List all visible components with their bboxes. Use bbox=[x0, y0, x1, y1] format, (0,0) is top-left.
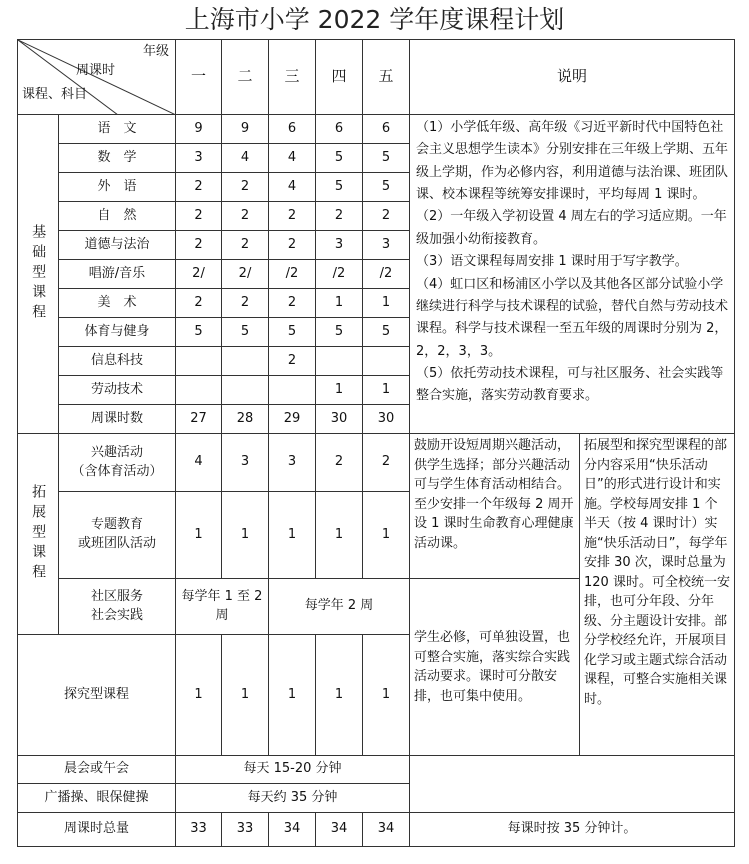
curriculum-table bbox=[17, 39, 735, 847]
value-cell: 2 bbox=[363, 202, 410, 231]
value-cell: 1 bbox=[269, 635, 316, 756]
value-cell: 1 bbox=[269, 492, 316, 579]
value-cell: /2 bbox=[269, 260, 316, 289]
value-cell bbox=[269, 376, 316, 405]
subject-name: 道德与法治 bbox=[59, 231, 176, 260]
value-cell: 2 bbox=[316, 434, 363, 492]
diagonal-header-cell bbox=[18, 40, 176, 115]
value-cell: 2 bbox=[222, 231, 269, 260]
value-cell: 4 bbox=[176, 434, 222, 492]
community-name-line1: 社区服务 bbox=[90, 588, 143, 604]
subject-name: 美 术 bbox=[59, 289, 176, 318]
value-cell: 1 bbox=[176, 635, 222, 756]
value-cell: 34 bbox=[363, 813, 410, 847]
basic-note-3: （3）语文课程每周安排 1 课时用于写字教学。 bbox=[416, 254, 688, 270]
value-cell: 34 bbox=[269, 813, 316, 847]
happy-day-note: 拓展型和探究型课程的部分内容采用“快乐活动日”的形式进行设计和实施。学校每周安排 1 个半天（按 4 课时计）实施“快乐活动日”，每学年安排 30 次，课时总量为 120 课时。可全校统一安排，也可分年段、分年级、分主题设计安排。部分学校经允许，开展项目化学习或主题式综合活动课程，可整合实施相关课时。 bbox=[580, 434, 735, 756]
subject-name: 劳动技术 bbox=[59, 376, 176, 405]
value-cell: 5 bbox=[316, 173, 363, 202]
value-cell: 9 bbox=[176, 115, 222, 144]
interest-name-line2: （含体育活动） bbox=[71, 463, 163, 479]
value-cell bbox=[176, 376, 222, 405]
grade-4-header: 四 bbox=[316, 40, 363, 115]
value-cell: 30 bbox=[316, 405, 363, 434]
value-cell: 2 bbox=[176, 289, 222, 318]
total-note: 每课时按 35 分钟计。 bbox=[410, 813, 735, 847]
extended-category-cell bbox=[18, 434, 59, 635]
exercise-name: 广播操、眼保健操 bbox=[18, 784, 176, 813]
value-cell: 3 bbox=[316, 231, 363, 260]
grade-2-header: 二 bbox=[222, 40, 269, 115]
value-cell bbox=[316, 347, 363, 376]
value-cell: 2 bbox=[222, 173, 269, 202]
morning-name: 晨会或午会 bbox=[18, 756, 176, 784]
value-cell: 1 bbox=[316, 376, 363, 405]
value-cell bbox=[222, 376, 269, 405]
community-grade12-cell: 每学年 1 至 2 周 bbox=[176, 579, 269, 635]
value-cell: 5 bbox=[363, 173, 410, 202]
value-cell: 1 bbox=[316, 492, 363, 579]
value-cell: 1 bbox=[363, 492, 410, 579]
subject-name bbox=[59, 434, 176, 492]
hours-label: 周课时 bbox=[76, 63, 116, 78]
value-cell: 5 bbox=[316, 144, 363, 173]
interest-note: 鼓励开设短周期兴趣活动，供学生选择；部分兴趣活动可与学生体育活动相结合。至少安排一个年级每 2 周开设 1 课时生命教育心理健康活动课。 bbox=[410, 434, 580, 579]
page-title: 上海市小学 2022 学年度课程计划 bbox=[184, 5, 565, 34]
value-cell: 1 bbox=[316, 635, 363, 756]
value-cell: 5 bbox=[363, 318, 410, 347]
exercise-value: 每天约 35 分钟 bbox=[176, 784, 410, 813]
subject-name: 自 然 bbox=[59, 202, 176, 231]
grade-label: 年级 bbox=[142, 44, 169, 59]
basic-category-label: 基础型课程 bbox=[30, 224, 47, 324]
subject-name: 唱游/音乐 bbox=[59, 260, 176, 289]
subject-label: 课程、科目 bbox=[22, 87, 88, 102]
subject-name: 外 语 bbox=[59, 173, 176, 202]
value-cell: 5 bbox=[363, 144, 410, 173]
value-cell: 3 bbox=[222, 434, 269, 492]
value-cell: 2 bbox=[222, 289, 269, 318]
basic-note-4: （4）虹口区和杨浦区小学以及其他各区部分试验小学继续进行科学与技术课程的试验，替代自然与劳动技术课程。科学与技术课程一至五年级的周课时分别为 2，2，2，3，3。 bbox=[416, 276, 729, 359]
value-cell: 2 bbox=[316, 202, 363, 231]
basic-note-1: （1）小学低年级、高年级《习近平新时代中国特色社会主义思想学生读本》分别安排在三年级上学期、五年级上学期，作为必修内容，利用道德与法治课、班团队课、校本课程等统筹安排课时，平均每周 1 课时。 bbox=[416, 120, 729, 203]
subject-name bbox=[59, 579, 176, 635]
value-cell: /2 bbox=[316, 260, 363, 289]
value-cell: 1 bbox=[222, 492, 269, 579]
table-row bbox=[18, 115, 735, 144]
basic-category-cell bbox=[18, 115, 59, 434]
subject-name: 体育与健身 bbox=[59, 318, 176, 347]
value-cell: 5 bbox=[269, 318, 316, 347]
value-cell: 4 bbox=[222, 144, 269, 173]
value-cell: 2 bbox=[176, 231, 222, 260]
value-cell: 6 bbox=[269, 115, 316, 144]
extended-category-label: 拓展型课程 bbox=[30, 484, 47, 584]
basic-note-2: （2）一年级入学初设置 4 周左右的学习适应期。一年级加强小幼衔接教育。 bbox=[416, 209, 727, 247]
value-cell: 2 bbox=[269, 231, 316, 260]
special-name-line1: 专题教育 bbox=[90, 517, 143, 533]
value-cell: /2 bbox=[363, 260, 410, 289]
grade-1-header: 一 bbox=[176, 40, 222, 115]
value-cell: 5 bbox=[222, 318, 269, 347]
total-name: 周课时总量 bbox=[18, 813, 176, 847]
inquiry-name: 探究型课程 bbox=[18, 635, 176, 756]
morning-exercise-blank bbox=[410, 756, 735, 813]
value-cell: 9 bbox=[222, 115, 269, 144]
grade-5-header: 五 bbox=[363, 40, 410, 115]
table-row bbox=[18, 434, 735, 492]
subject-name bbox=[59, 492, 176, 579]
value-cell bbox=[363, 347, 410, 376]
value-cell: 27 bbox=[176, 405, 222, 434]
special-name-line2: 或班团队活动 bbox=[77, 536, 156, 551]
subject-name: 语 文 bbox=[59, 115, 176, 144]
value-cell: 3 bbox=[363, 231, 410, 260]
value-cell: 6 bbox=[363, 115, 410, 144]
value-cell: 1 bbox=[176, 492, 222, 579]
basic-notes bbox=[410, 115, 735, 434]
value-cell: 1 bbox=[222, 635, 269, 756]
value-cell: 4 bbox=[269, 173, 316, 202]
value-cell: 2 bbox=[176, 173, 222, 202]
value-cell: 1 bbox=[316, 289, 363, 318]
value-cell: 2 bbox=[269, 347, 316, 376]
basic-note-5: （5）依托劳动技术课程，可与社区服务、社会实践等整合实施，落实劳动教育要求。 bbox=[416, 365, 724, 404]
subject-name: 信息科技 bbox=[59, 347, 176, 376]
value-cell: 3 bbox=[269, 434, 316, 492]
community-note: 学生必修，可单独设置，也可整合实施，落实综合实践活动要求。课时可分散安排，也可集中使用。 bbox=[410, 579, 580, 756]
grade-3-header: 三 bbox=[269, 40, 316, 115]
value-cell: 5 bbox=[176, 318, 222, 347]
value-cell: 2 bbox=[363, 434, 410, 492]
value-cell: 1 bbox=[363, 376, 410, 405]
value-cell: 1 bbox=[363, 635, 410, 756]
subject-name: 数 学 bbox=[59, 144, 176, 173]
value-cell: 2 bbox=[222, 202, 269, 231]
value-cell: 2 bbox=[176, 202, 222, 231]
subject-name: 周课时数 bbox=[59, 405, 176, 434]
value-cell: 1 bbox=[363, 289, 410, 318]
value-cell: 3 bbox=[176, 144, 222, 173]
table-row bbox=[18, 813, 735, 847]
interest-name-line1: 兴趣活动 bbox=[90, 444, 143, 460]
value-cell: 29 bbox=[269, 405, 316, 434]
value-cell: 6 bbox=[316, 115, 363, 144]
morning-value: 每天 15-20 分钟 bbox=[176, 756, 410, 784]
value-cell bbox=[176, 347, 222, 376]
value-cell: 2 bbox=[269, 289, 316, 318]
value-cell bbox=[222, 347, 269, 376]
community-name-line2: 社会实践 bbox=[90, 607, 143, 623]
value-cell: 2/ bbox=[176, 260, 222, 289]
community-grade345-cell: 每学年 2 周 bbox=[269, 579, 410, 635]
value-cell: 28 bbox=[222, 405, 269, 434]
value-cell: 34 bbox=[316, 813, 363, 847]
value-cell: 30 bbox=[363, 405, 410, 434]
value-cell: 5 bbox=[316, 318, 363, 347]
value-cell: 33 bbox=[176, 813, 222, 847]
notes-header: 说明 bbox=[410, 40, 735, 115]
table-row bbox=[18, 756, 735, 784]
value-cell: 2 bbox=[269, 202, 316, 231]
value-cell: 33 bbox=[222, 813, 269, 847]
value-cell: 4 bbox=[269, 144, 316, 173]
value-cell: 2/ bbox=[222, 260, 269, 289]
